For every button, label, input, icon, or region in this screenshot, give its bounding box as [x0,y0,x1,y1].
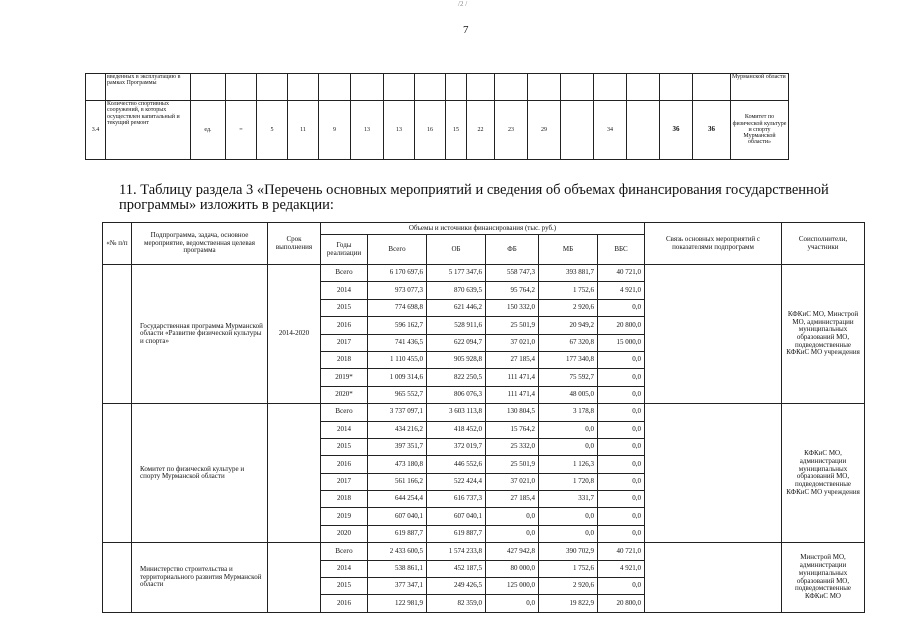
activity-period [268,543,321,613]
amount-cell: 452 187,5 [427,560,486,577]
amount-cell: 774 698,8 [368,299,427,316]
amount-cell: 0,0 [598,578,645,595]
amount-cell: 1 574 233,8 [427,543,486,560]
activity-name: Министерство строительства и территориального развития Мурманской области [132,543,268,613]
indicator-value: 11 [288,101,319,160]
table-row [103,404,865,421]
table-row [103,265,865,282]
indicator-value: 13 [384,101,415,160]
amount-cell: 0,0 [598,299,645,316]
header-num: «№ п/п [103,223,132,265]
header-coexec: Соисполнители, участники [782,223,865,265]
amount-cell: 25 501,9 [486,317,539,334]
year-cell: 2016 [321,317,368,334]
amount-cell: 434 216,2 [368,421,427,438]
amount-cell: 0,0 [539,508,598,525]
year-cell: 2016 [321,595,368,612]
amount-cell: 0,0 [598,525,645,542]
amount-cell: 27 185,4 [486,351,539,368]
amount-cell: 607 040,1 [368,508,427,525]
year-cell: Всего [321,265,368,282]
amount-cell: 558 747,3 [486,265,539,282]
amount-cell: 67 320,8 [539,334,598,351]
indicator-value: 29 [528,101,561,160]
header-years: Годы реализации [321,235,368,265]
amount-cell: 95 764,2 [486,282,539,299]
amount-cell: 0,0 [598,491,645,508]
page-number: 7 [463,24,469,36]
year-cell: 2018 [321,351,368,368]
amount-cell: 130 804,5 [486,404,539,421]
year-cell: 2019* [321,369,368,386]
amount-cell: 0,0 [598,421,645,438]
indicator-executor: Комитет по физической культуре и спорту Мурманской области» [731,101,789,160]
amount-cell: 870 639,5 [427,282,486,299]
indicator-value: 13 [351,101,384,160]
amount-cell: 973 077,3 [368,282,427,299]
amount-cell: 0,0 [598,351,645,368]
year-cell: 2014 [321,560,368,577]
amount-cell: 15 764,2 [486,421,539,438]
amount-cell: 1 720,8 [539,473,598,490]
year-cell: Всего [321,543,368,560]
year-cell: 2020* [321,386,368,403]
amount-cell: 0,0 [539,525,598,542]
amount-cell: 25 332,0 [486,438,539,455]
indicator-link [645,265,782,404]
amount-cell: 4 921,0 [598,282,645,299]
indicator-num: 3.4 [86,101,106,160]
amount-cell: 15 000,0 [598,334,645,351]
row-num [103,404,132,543]
coexecutors: КФКиС МО, администрации муниципальных образований МО, подведомственные КФКиС МО учреждения [782,404,865,543]
indicator-value: 22 [467,101,495,160]
amount-cell: 390 702,9 [539,543,598,560]
indicator-executor: Мурманской области [731,74,789,101]
amount-cell: 473 180,8 [368,456,427,473]
year-cell: 2015 [321,299,368,316]
year-cell: 2015 [321,578,368,595]
amount-cell: 561 166,2 [368,473,427,490]
amount-cell: 528 911,6 [427,317,486,334]
amount-cell: 1 752,6 [539,560,598,577]
amount-cell: 4 921,0 [598,560,645,577]
activity-period [268,404,321,543]
amount-cell: 111 471,4 [486,386,539,403]
amount-cell: 150 332,0 [486,299,539,316]
row-num [103,265,132,404]
top-mark: /2 / [458,0,468,8]
indicators-table-fragment [85,73,789,160]
activity-name: Комитет по физической культуре и спорту Мурманской области [132,404,268,543]
amount-cell: 1 126,3 [539,456,598,473]
indicator-value: 9 [319,101,351,160]
year-cell: 2018 [321,491,368,508]
amount-cell: 619 887,7 [427,525,486,542]
amount-cell: 538 861,1 [368,560,427,577]
indicator-value: 15 [446,101,467,160]
activities-funding-table [102,222,865,613]
amount-cell: 2 920,6 [539,578,598,595]
amount-cell: 1 110 455,0 [368,351,427,368]
amount-cell: 905 928,8 [427,351,486,368]
year-cell: 2014 [321,421,368,438]
table-row [86,74,789,101]
year-cell: Всего [321,404,368,421]
amount-cell: 6 170 697,6 [368,265,427,282]
amount-cell: 0,0 [539,438,598,455]
amount-cell: 446 552,6 [427,456,486,473]
table-row [103,543,865,560]
amount-cell: 418 452,0 [427,421,486,438]
amount-cell: 37 021,0 [486,334,539,351]
header-link: Связь основных мероприятий с показателями подпрограмм [645,223,782,265]
table-header-row [103,223,865,235]
indicator-link [645,404,782,543]
row-num [103,543,132,613]
amount-cell: 25 501,9 [486,456,539,473]
indicator-value: 34 [594,101,627,160]
amount-cell: 393 881,7 [539,265,598,282]
indicator-desc: введенных в эксплуатацию в рамках Программы [106,74,191,101]
amount-cell: 522 424,4 [427,473,486,490]
indicator-value: 16 [415,101,446,160]
amount-cell: 806 076,3 [427,386,486,403]
amount-cell: 177 340,8 [539,351,598,368]
header-total: Всего [368,235,427,265]
amount-cell: 75 592,7 [539,369,598,386]
amount-cell: 2 433 600,5 [368,543,427,560]
amount-cell: 596 162,7 [368,317,427,334]
amount-cell: 125 000,0 [486,578,539,595]
amount-cell: 122 981,9 [368,595,427,612]
amount-cell: 80 000,0 [486,560,539,577]
amount-cell: 37 021,0 [486,473,539,490]
amount-cell: 20 800,0 [598,317,645,334]
amount-cell: 3 737 097,1 [368,404,427,421]
year-cell: 2017 [321,473,368,490]
amount-cell: 40 721,0 [598,265,645,282]
coexecutors: КФКиС МО, Минстрой МО, администрации муниципальных образований МО, подведомственные КФКиС МО учреждения [782,265,865,404]
amount-cell: 741 436,5 [368,334,427,351]
indicator-sign: = [226,101,257,160]
header-period: Срок выполнения [268,223,321,265]
amount-cell: 1 752,6 [539,282,598,299]
year-cell: 2020 [321,525,368,542]
indicator-value: 36 [693,101,731,160]
amount-cell: 822 250,5 [427,369,486,386]
amount-cell: 27 185,4 [486,491,539,508]
amount-cell: 19 822,9 [539,595,598,612]
header-name: Подпрограмма, задача, основное мероприятие, ведомственная целевая программа [132,223,268,265]
coexecutors: Минстрой МО, администрации муниципальных образований МО, подведомственные КФКиС МО [782,543,865,613]
indicator-value: 36 [660,101,693,160]
year-cell: 2016 [321,456,368,473]
header-ob: ОБ [427,235,486,265]
indicator-value: 23 [495,101,528,160]
amount-cell: 377 347,1 [368,578,427,595]
amount-cell: 111 471,4 [486,369,539,386]
table-body [103,265,865,613]
header-vbs: ВБС [598,235,645,265]
amount-cell: 40 721,0 [598,543,645,560]
amount-cell: 0,0 [486,508,539,525]
indicator-value [627,101,660,160]
amount-cell: 82 359,0 [427,595,486,612]
amount-cell: 1 009 314,6 [368,369,427,386]
amount-cell: 965 552,7 [368,386,427,403]
activity-name: Государственная программа Мурманской области «Развитие физической культуры и спорта» [132,265,268,404]
year-cell: 2015 [321,438,368,455]
amount-cell: 427 942,8 [486,543,539,560]
amount-cell: 616 737,3 [427,491,486,508]
indicator-unit: ед. [191,101,226,160]
amount-cell: 607 040,1 [427,508,486,525]
year-cell: 2014 [321,282,368,299]
header-mb: МБ [539,235,598,265]
indicator-desc: Количество спортивных сооружений, в которых осуществлен капитальный и текущий ремонт [106,101,191,160]
amount-cell: 3 178,8 [539,404,598,421]
header-funding: Объемы и источники финансирования (тыс. руб.) [321,223,645,235]
year-cell: 2017 [321,334,368,351]
amount-cell: 619 887,7 [368,525,427,542]
amount-cell: 622 094,7 [427,334,486,351]
amount-cell: 372 019,7 [427,438,486,455]
amount-cell: 331,7 [539,491,598,508]
table-row [86,101,789,160]
section-heading: 11. Таблицу раздела 3 «Перечень основных мероприятий и сведения об объемах финансирования государственной программы» изложить в редакции: [119,182,829,213]
amount-cell: 0,0 [598,473,645,490]
amount-cell: 0,0 [598,386,645,403]
amount-cell: 3 603 113,8 [427,404,486,421]
amount-cell: 48 005,0 [539,386,598,403]
indicator-value: 5 [257,101,288,160]
amount-cell: 20 800,0 [598,595,645,612]
amount-cell: 397 351,7 [368,438,427,455]
activity-period: 2014-2020 [268,265,321,404]
year-cell: 2019 [321,508,368,525]
header-fb: ФБ [486,235,539,265]
amount-cell: 0,0 [598,404,645,421]
amount-cell: 0,0 [598,369,645,386]
amount-cell: 0,0 [598,508,645,525]
amount-cell: 644 254,4 [368,491,427,508]
amount-cell: 2 920,6 [539,299,598,316]
amount-cell: 0,0 [598,456,645,473]
amount-cell: 249 426,5 [427,578,486,595]
amount-cell: 0,0 [539,421,598,438]
amount-cell: 0,0 [598,438,645,455]
indicator-link [645,543,782,613]
amount-cell: 621 446,2 [427,299,486,316]
amount-cell: 0,0 [486,525,539,542]
amount-cell: 20 949,2 [539,317,598,334]
indicator-value [561,101,594,160]
amount-cell: 0,0 [486,595,539,612]
amount-cell: 5 177 347,6 [427,265,486,282]
